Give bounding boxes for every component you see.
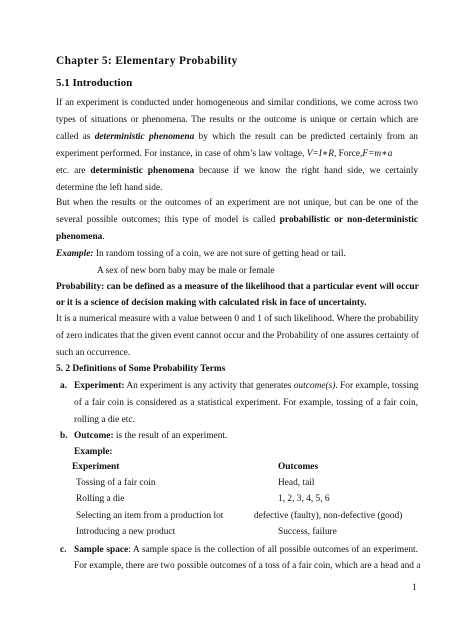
table-cell-experiment: Introducing a new product xyxy=(76,527,176,537)
probability-def-text: can be defined as a measure of the likelihood that a particular event will occur xyxy=(104,282,419,292)
table-cell-outcome: Head, tail xyxy=(278,478,315,488)
chapter-title: Chapter 5: Elementary Probability xyxy=(56,55,238,67)
deterministic-term: deterministic phenomena xyxy=(90,166,195,176)
term-b-text: is the result of an experiment. xyxy=(113,431,228,441)
table-cell-outcome: 1, 2, 3, 4, 5, 6 xyxy=(278,494,330,504)
table-cell-experiment: Selecting an item from a production lot xyxy=(76,511,224,521)
term-c-line-2: For example, there are two possible outcomes of a toss of a fair coin, which are a head and a xyxy=(74,561,421,571)
nondet-line-1: But when the results or the outcomes of an experiment are not unique, but can be one of the xyxy=(56,198,418,208)
intro-line-1: If an experiment is conducted under homogeneous and similar conditions, we come across two xyxy=(56,98,418,108)
term-a-text: . For example, tossing xyxy=(335,381,419,391)
term-c-marker: c. xyxy=(60,545,67,555)
numeric-line-2: of zero indicates that the given event cannot occur and the Probability of one assures certainty of xyxy=(56,331,419,341)
nondet-line-2 xyxy=(56,214,418,226)
term-c-text: : A sample space is the collection of all possible outcomes of an experiment. xyxy=(128,545,418,555)
intro-text: experiment performed. For instance, in case of ohm’s law voltage, xyxy=(56,149,307,159)
term-a-text: An experiment is any activity that generates xyxy=(124,381,294,391)
term-a-line-2: of a fair coin is considered as a statistical experiment. For example, tossing of a fair coin, xyxy=(74,398,418,408)
intro-line-5 xyxy=(56,165,418,177)
nondet-line-3 xyxy=(56,231,418,243)
intro-text: etc. are xyxy=(56,166,91,176)
outcome-label: Outcome: xyxy=(74,431,114,441)
table-header-experiment: Experiment xyxy=(72,462,120,472)
table-header-outcomes: Outcomes xyxy=(278,462,319,472)
intro-text: called as xyxy=(56,132,95,142)
example-line-2: A sex of new born baby may be male or female xyxy=(97,266,275,276)
probability-def-line-1 xyxy=(56,281,418,293)
term-b-marker: b. xyxy=(60,431,68,441)
term-a-marker: a. xyxy=(60,381,68,391)
phenomena-term: phenomena xyxy=(56,232,103,242)
intro-text: because if we know the right hand side, we certainly xyxy=(194,166,419,176)
force-formula: F=m∗a xyxy=(362,149,393,159)
numeric-line-3: such an occurrence. xyxy=(56,348,131,358)
term-c-line-1 xyxy=(74,544,418,556)
nondet-text: several possible outcomes; this type of model is called xyxy=(56,215,280,225)
example-line xyxy=(56,248,418,260)
intro-line-2: types of situations or phenomena. The results or the outcome is unique or certain which are xyxy=(56,115,418,125)
experiment-label: Experiment: xyxy=(74,381,125,391)
table-cell-experiment: Rolling a die xyxy=(76,494,125,504)
table-cell-outcome: Success, failure xyxy=(278,527,337,537)
outcome-example-label: Example: xyxy=(74,447,113,457)
ohms-law-formula: V=I∗R, xyxy=(306,149,337,159)
table-cell-outcome: defective (faulty), non-defective (good) xyxy=(254,511,403,521)
probability-def-line-2: or it is a science of decision making with calculated risk in face of uncertainty. xyxy=(56,298,367,308)
outcomes-term: outcome(s) xyxy=(293,381,336,391)
probability-label: Probability: xyxy=(56,282,105,292)
intro-line-6: determine the left hand side. xyxy=(56,183,163,193)
probabilistic-term: probabilistic or non-deterministic xyxy=(279,215,418,225)
section-title: 5.1 Introduction xyxy=(56,77,133,89)
nondet-period: . xyxy=(102,232,105,242)
sample-space-label: Sample space xyxy=(74,545,129,555)
term-b-line xyxy=(74,430,227,442)
section-2-title: 5. 2 Definitions of Some Probability Terms xyxy=(56,364,226,374)
numeric-line-1: It is a numerical measure with a value between 0 and 1 of such likelihood. Where the probability xyxy=(56,314,419,324)
intro-line-3 xyxy=(56,131,418,143)
intro-text: by which the result can be predicted certainly from an xyxy=(194,132,418,142)
term-a-line-3: rolling a die etc. xyxy=(74,415,135,425)
deterministic-term: deterministic phenomena xyxy=(94,132,195,142)
page-number: 1 xyxy=(412,583,417,593)
example-label: Example: xyxy=(56,249,94,259)
intro-line-4 xyxy=(56,148,418,160)
table-cell-experiment: Tossing of a fair coin xyxy=(76,478,156,488)
intro-text: Force, xyxy=(336,149,363,159)
term-a-line-1 xyxy=(74,380,418,392)
example-text: In random tossing of a coin, we are not sure of getting head or tail. xyxy=(93,249,346,259)
